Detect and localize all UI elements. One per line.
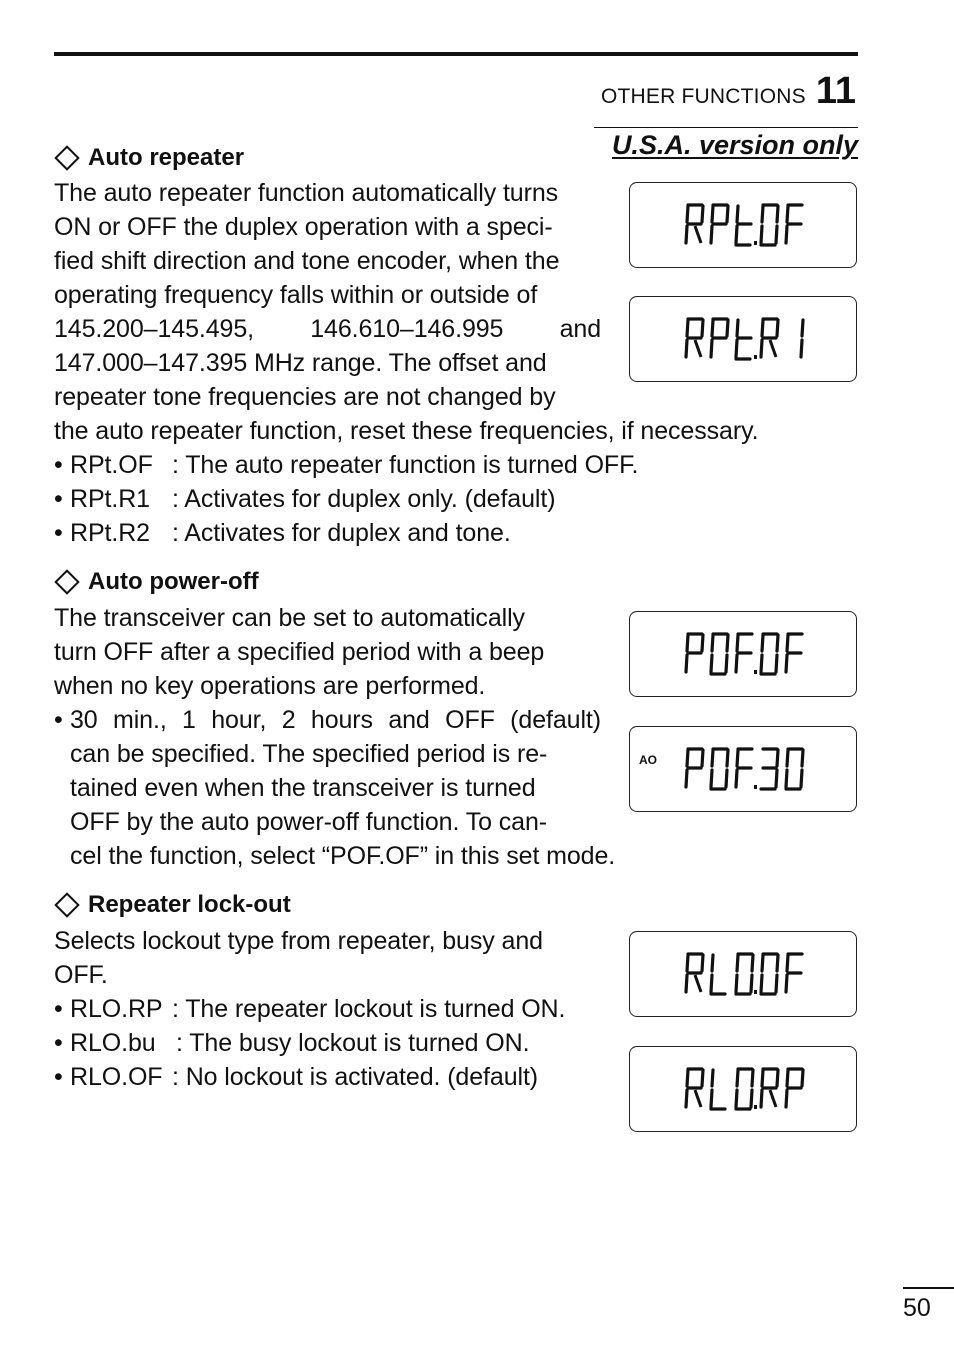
lcd-digit [786,205,802,243]
lcd-digit [761,749,778,789]
lcd-decimal-point [754,1105,757,1109]
option-desc: : The busy lockout is turned ON. [176,1029,530,1057]
option-desc: : No lockout is activated. (default) [172,1063,539,1091]
lcd-display [629,1046,857,1132]
auto-power-off-title: Auto power-off [88,568,259,595]
lcd-digit [711,205,728,243]
lcd-digit [736,206,751,245]
option-desc: : The auto repeater function is turned OFF. [172,451,639,479]
repeater-lockout-heading [54,891,291,919]
repeater-lockout-body [54,924,601,1094]
lcd-digit [761,954,778,994]
auto-repeater-title: Auto repeater [88,144,245,171]
option-key: RPt.OF [70,451,153,479]
lcd-segments [684,952,814,1000]
body-line: The transceiver can be set to automatically [54,604,525,632]
body-line: fied shift direction and tone encoder, when the [54,247,560,275]
ao-indicator: AO [639,753,657,767]
lcd-segments [684,747,814,795]
diamond-icon [54,892,79,917]
lcd-digit [711,1070,725,1109]
lcd-digit [801,320,803,357]
lcd-segments [684,203,814,251]
body-line: can be specified. The specified period is re- [70,740,548,768]
body-line: operating frequency falls within or outside of [54,281,538,309]
lcd-display [629,611,857,697]
option-desc: : Activates for duplex only. (default) [172,485,556,513]
lcd-digit [711,955,725,994]
option-item: • RLO.OF : No lockout is activated. (default) [54,1060,601,1094]
body-line: 147.000–147.395 MHz range. The offset and [54,349,547,377]
lcd-decimal-point [754,670,757,674]
option-item: • RPt.OF : The auto repeater function is turned OFF. [54,448,854,482]
body-line: Selects lockout type from repeater, busy and [54,927,543,955]
lcd-digit [686,634,703,672]
lcd-display [629,931,857,1017]
body-line: cel the function, select “POF.OF” in this set mode. [70,842,616,870]
auto-power-off-body [54,601,601,839]
lcd-digit [761,205,778,245]
auto-repeater-body-wide [54,414,854,550]
repeater-lockout-title: Repeater lock-out [88,891,291,918]
lcd-digit [761,319,778,357]
auto-repeater-body [54,176,601,414]
body-line: when no key operations are performed. [54,672,486,700]
lcd-segments [684,632,814,680]
lcd-digit [736,634,752,672]
lcd-segments [684,1067,814,1115]
lcd-digit [686,319,703,357]
option-key: RLO.OF [70,1063,163,1091]
body-line: 145.200–145.495, 146.610–146.995 and [54,315,601,343]
auto-power-off-body-wide [54,839,834,873]
body-line: The auto repeater function automatically turns [54,179,559,207]
lcd-digit [761,1069,778,1107]
body-line: ON or OFF the duplex operation with a speci- [54,213,553,241]
body-line: repeater tone frequencies are not changed by [54,383,556,411]
lcd-decimal-point [754,241,757,245]
lcd-digit [786,749,803,789]
body-line: turn OFF after a specified period with a beep [54,638,545,666]
lcd-digit [736,1069,753,1109]
lcd-digit [786,1069,803,1107]
body-line: OFF by the auto power-off function. To can- [70,808,547,836]
option-desc: : Activates for duplex and tone. [172,519,511,547]
option-item: • RPt.R2 : Activates for duplex and tone. [54,516,854,550]
option-item: • RLO.bu : The busy lockout is turned ON. [54,1026,601,1060]
lcd-display [629,182,857,268]
lcd-digit [786,634,802,672]
chapter-number: 11 [815,70,856,112]
option-key: RPt.R1 [70,485,150,513]
lcd-digit [686,954,703,992]
option-key: RLO.bu [70,1029,156,1057]
footer-rule [903,1287,954,1289]
region-note: U.S.A. version only [594,127,858,161]
chapter-title: OTHER FUNCTIONS [601,85,806,108]
option-desc: : The repeater lockout is turned ON. [172,995,566,1023]
option-key: RPt.R2 [70,519,150,547]
auto-repeater-heading [54,144,244,172]
lcd-digit [686,205,703,243]
option-key: RLO.RP [70,995,163,1023]
lcd-digit [736,320,751,359]
auto-power-off-heading [54,568,259,596]
bullet-text: 30 min., 1 hour, 2 hours and OFF (default) [70,706,601,734]
lcd-display [629,296,857,382]
body-line: OFF. [54,961,108,989]
lcd-digit [761,634,778,674]
top-rule [54,52,858,56]
diamond-icon [54,569,79,594]
lcd-segments [684,317,814,365]
diamond-icon [54,145,79,170]
chapter-header [601,70,856,113]
option-item: • RLO.RP : The repeater lockout is turned ON. [54,992,601,1026]
lcd-digit [711,634,728,674]
lcd-digit [686,749,703,787]
lcd-digit [786,954,802,992]
lcd-digit [686,1069,703,1107]
option-item: • RPt.R1 : Activates for duplex only. (default) [54,482,854,516]
lcd-decimal-point [754,990,757,994]
lcd-digit [736,954,753,994]
lcd-digit [711,319,728,357]
lcd-display [629,726,857,812]
lcd-digit [736,749,752,787]
body-line: the auto repeater function, reset these frequencies, if necessary. [54,417,759,445]
bullet-line: • 30 min., 1 hour, 2 hours and OFF (default) [54,703,601,737]
lcd-digit [711,749,728,789]
lcd-decimal-point [754,355,757,359]
page-number: 50 [903,1294,931,1322]
lcd-decimal-point [754,785,757,789]
body-line: tained even when the transceiver is turned [70,774,536,802]
